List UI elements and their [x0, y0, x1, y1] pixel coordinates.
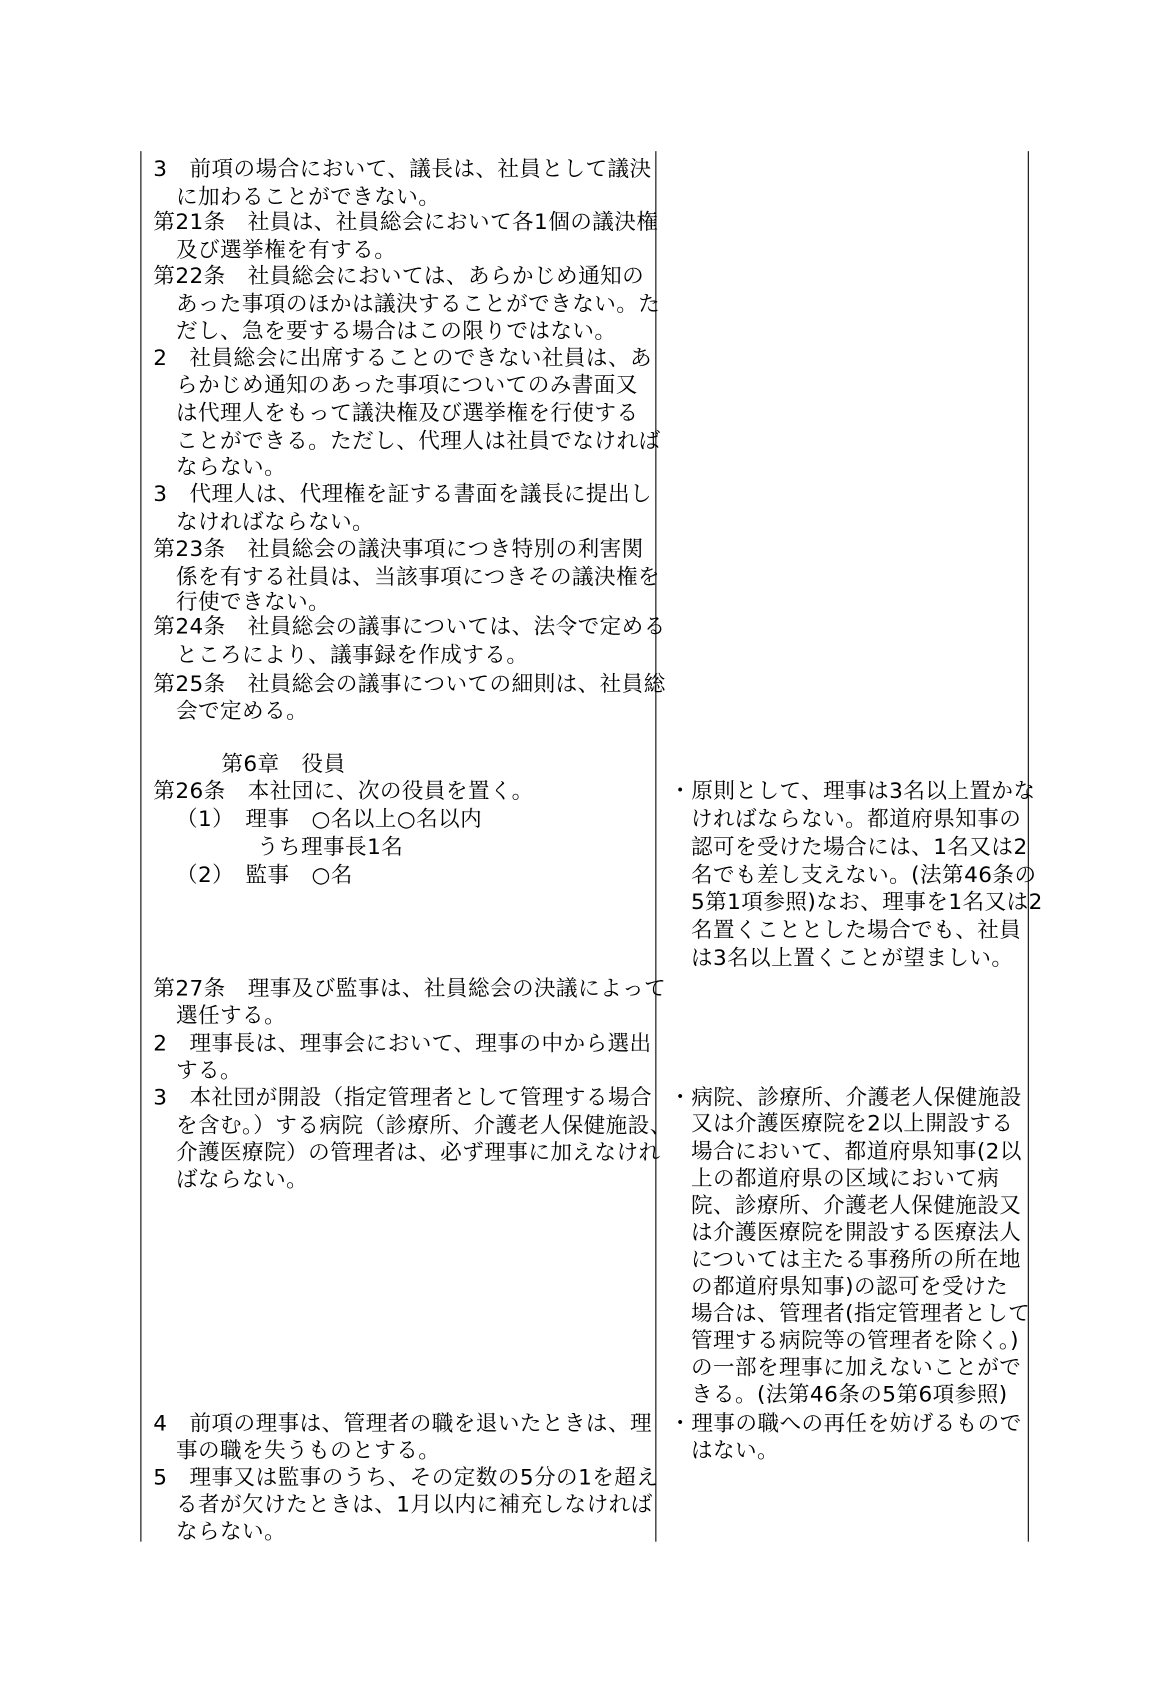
bylaw-text-line: 事の職を失うものとする。	[175, 1436, 441, 1463]
table-border-middle	[655, 151, 656, 1542]
bylaw-text-line: （1） 理事 ○名以上○名以内	[175, 805, 483, 832]
bylaw-text-line: 第24条 社員総会の議事については、法令で定める	[153, 613, 666, 640]
bylaw-text-line: 第23条 社員総会の議決事項につき特別の利害関	[153, 535, 644, 562]
note-text-line: ・理事の職への再任を妨げるもので	[669, 1409, 1022, 1436]
bylaw-text-line: 行使できない。	[175, 588, 331, 615]
bylaw-text-line: 2 理事長は、理事会において、理事の中から選出	[153, 1029, 652, 1056]
bylaw-text-line: る者が欠けたときは、1月以内に補充しなければ	[175, 1490, 653, 1517]
bylaw-text-line: ところにより、議事録を作成する。	[175, 641, 529, 668]
note-text-line: ・原則として、理事は3名以上置かな	[669, 777, 1036, 804]
note-text-line: きる。(法第46条の5第6項参照)	[690, 1380, 1008, 1407]
bylaw-text-line: 4 前項の理事は、管理者の職を退いたときは、理	[153, 1409, 653, 1436]
bylaw-text-line: ならない。	[175, 453, 287, 480]
bylaw-text-line: は代理人をもって議決権及び選挙権を行使する	[175, 399, 639, 426]
bylaw-text-line: 2 社員総会に出席することのできない社員は、あ	[153, 344, 653, 371]
note-text-line: の都道府県知事)の認可を受けた	[690, 1272, 1009, 1299]
note-text-line: は3名以上置くことが望ましい。	[690, 944, 1014, 971]
note-text-line: 上の都道府県の区域において病	[690, 1164, 1000, 1191]
bylaw-text-line: 第21条 社員は、社員総会において各1個の議決権	[153, 208, 659, 235]
note-text-line: は介護医療院を開設する医療法人	[690, 1218, 1022, 1245]
bylaw-text-line: なければならない。	[175, 508, 375, 535]
note-text-line: ければならない。都道府県知事の	[690, 805, 1022, 832]
bylaw-text-line: 第22条 社員総会においては、あらかじめ通知の	[153, 262, 645, 289]
bylaw-text-line: （2） 監事 ○名	[175, 861, 353, 888]
note-text-line: 管理する病院等の管理者を除く。)	[690, 1326, 1019, 1353]
bylaw-text-line: 係を有する社員は、当該事項につきその議決権を	[175, 563, 661, 590]
bylaw-text-line: する。	[175, 1056, 243, 1083]
note-text-line: 院、診療所、介護老人保健施設又	[690, 1191, 1022, 1218]
bylaw-text-line: 3 前項の場合において、議長は、社員として議決	[153, 155, 652, 182]
table-border-left	[140, 151, 141, 1542]
bylaw-text-line: 選任する。	[175, 1001, 287, 1028]
note-text-line: 場合は、管理者(指定管理者として	[690, 1299, 1031, 1326]
bylaw-text-line: 第25条 社員総会の議事についての細則は、社員総	[153, 670, 666, 697]
bylaw-text-line: あった事項のほかは議決することができない。た	[175, 290, 661, 317]
note-text-line: 5第1項参照)なお、理事を1名又は2	[690, 888, 1043, 915]
bylaw-text-line: 介護医療院）の管理者は、必ず理事に加えなけれ	[175, 1138, 661, 1165]
note-text-line: ・病院、診療所、介護老人保健施設	[669, 1083, 1022, 1110]
table-border-right	[1028, 151, 1029, 1542]
note-text-line: 名置くこととした場合でも、社員	[690, 916, 1022, 943]
note-text-line: については主たる事務所の所在地	[690, 1245, 1021, 1272]
bylaw-text-line: ばならない。	[175, 1165, 309, 1192]
note-text-line: 認可を受けた場合には、1名又は2	[690, 833, 1028, 860]
note-text-line: 又は介護医療院を2以上開設する	[690, 1109, 1014, 1136]
bylaw-text-line: 3 代理人は、代理権を証する書面を議長に提出し	[153, 480, 653, 507]
bylaw-text-line: 会で定める。	[175, 697, 309, 724]
note-text-line: 場合において、都道府県知事(2以	[690, 1137, 1022, 1164]
bylaw-text-line: 3 本社団が開設（指定管理者として管理する場合	[153, 1083, 653, 1110]
bylaw-text-line: うち理事長1名	[256, 833, 404, 860]
bylaw-text-line: を含む。）する病院（診療所、介護老人保健施設、	[175, 1111, 672, 1138]
bylaw-text-line: ことができる。ただし、代理人は社員でなければ	[175, 427, 661, 454]
bylaw-text-line: ならない。	[175, 1517, 287, 1544]
bylaw-text-line: 及び選挙権を有する。	[175, 236, 397, 263]
bylaw-text-line: だし、急を要する場合はこの限りではない。	[175, 317, 617, 344]
bylaw-text-line: 第26条 本社団に、次の役員を置く。	[153, 777, 534, 804]
bylaw-text-line: に加わることができない。	[175, 183, 441, 210]
bylaw-text-line: 第6章 役員	[221, 750, 346, 777]
bylaw-text-line: 5 理事又は監事のうち、その定数の5分の1を超え	[153, 1463, 659, 1490]
bylaw-text-line: らかじめ通知のあった事項についてのみ書面又	[175, 371, 638, 398]
bylaw-text-line: 第27条 理事及び監事は、社員総会の決議によって	[153, 974, 667, 1001]
note-text-line: の一部を理事に加えないことがで	[690, 1353, 1022, 1380]
note-text-line: 名でも差し支えない。(法第46条の	[690, 861, 1037, 888]
note-text-line: はない。	[690, 1436, 780, 1463]
